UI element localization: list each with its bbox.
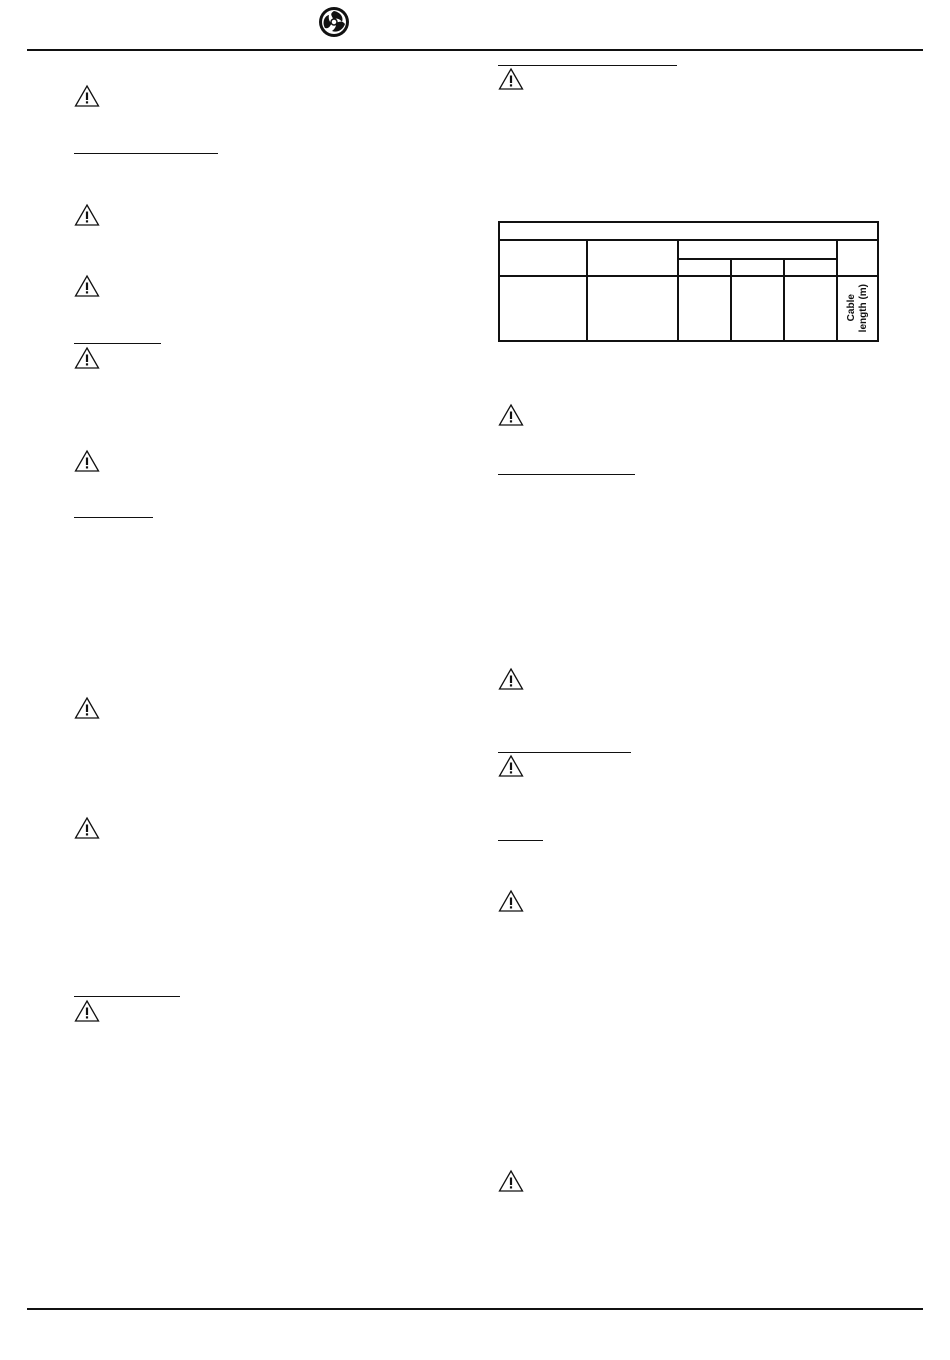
- warning-icon: [74, 84, 100, 108]
- brand-logo-icon: [318, 6, 350, 38]
- warning-icon: [74, 449, 100, 473]
- footer-rule: [27, 1308, 923, 1310]
- section-heading-rule: [74, 996, 180, 997]
- warning-icon: [74, 999, 100, 1023]
- warning-icon: [498, 667, 524, 691]
- section-heading-rule: [74, 517, 153, 518]
- cable-length-label: Cable length (m): [845, 284, 869, 333]
- warning-icon: [498, 889, 524, 913]
- section-heading-rule: [498, 752, 631, 753]
- table-header-cell: [678, 240, 837, 259]
- section-heading-rule: [498, 840, 543, 841]
- warning-icon: [74, 816, 100, 840]
- table-cell: [731, 276, 784, 341]
- warning-icon: [498, 1169, 524, 1193]
- table-title-cell: [499, 222, 878, 240]
- table-cell: [678, 276, 731, 341]
- header-rule: [27, 49, 923, 51]
- warning-icon: [74, 346, 100, 370]
- cable-length-cell: [837, 276, 878, 341]
- table-subheader-cell: [731, 259, 784, 276]
- section-heading-rule: [74, 343, 161, 344]
- table-cell: [784, 276, 837, 341]
- warning-icon: [74, 274, 100, 298]
- warning-icon: [74, 203, 100, 227]
- section-heading-rule: [74, 153, 218, 154]
- section-heading-rule: [498, 474, 635, 475]
- warning-icon: [74, 696, 100, 720]
- table-header-cell: [837, 240, 878, 276]
- table-cell: [587, 276, 678, 341]
- table-header-cell: [499, 240, 587, 276]
- warning-icon: [498, 67, 524, 91]
- warning-icon: [498, 403, 524, 427]
- section-heading-rule: [498, 65, 677, 66]
- table-subheader-cell: [784, 259, 837, 276]
- table-header-cell: [587, 240, 678, 276]
- table-subheader-cell: [678, 259, 731, 276]
- table-cell: [499, 276, 587, 341]
- warning-icon: [498, 754, 524, 778]
- cable-spec-table: [498, 221, 879, 342]
